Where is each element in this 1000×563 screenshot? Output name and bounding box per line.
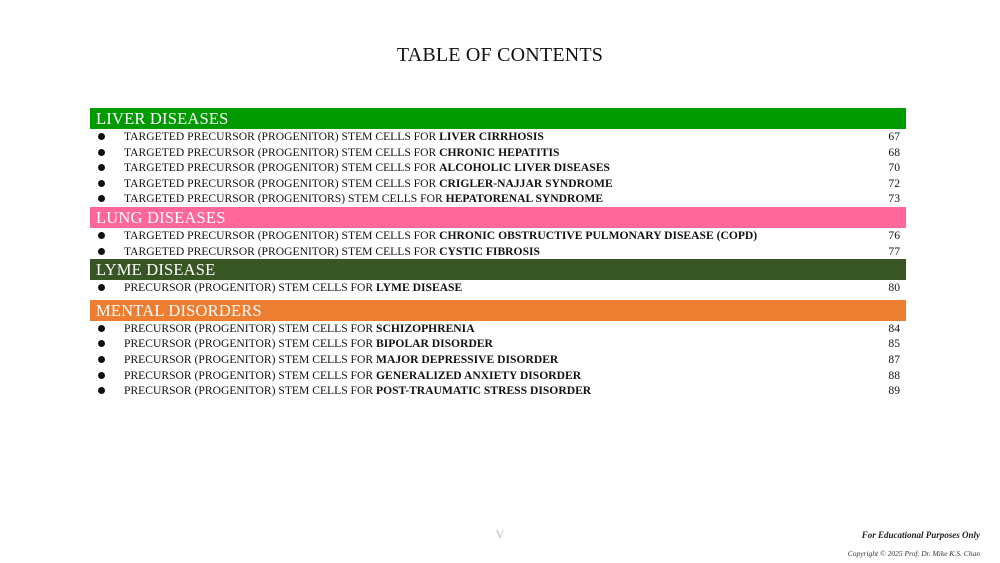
toc-entry[interactable] — [90, 383, 906, 399]
entry-page-number: 85 — [888, 337, 900, 351]
bullet-icon — [98, 248, 105, 255]
bullet-icon — [98, 149, 105, 156]
entry-page-number: 80 — [888, 281, 900, 295]
entry-page-number: 76 — [888, 228, 900, 242]
entry-page-number: 77 — [888, 244, 900, 258]
toc-entry[interactable] — [90, 244, 906, 260]
page-number: V — [495, 527, 505, 541]
entry-page-number: 73 — [888, 192, 900, 206]
entry-text: PRECURSOR (PROGENITOR) STEM CELLS FOR POST-TRAUMATIC STRESS DISORDER — [124, 384, 592, 398]
toc-entry[interactable] — [90, 145, 906, 161]
entry-text: PRECURSOR (PROGENITOR) STEM CELLS FOR BIPOLAR DISORDER — [124, 337, 493, 351]
bullet-icon — [98, 232, 105, 239]
toc-entry[interactable] — [90, 160, 906, 176]
entry-text: PRECURSOR (PROGENITOR) STEM CELLS FOR LYME DISEASE — [124, 281, 463, 295]
bullet-icon — [98, 195, 105, 202]
entry-text: TARGETED PRECURSOR (PROGENITOR) STEM CELLS FOR LIVER CIRRHOSIS — [124, 130, 544, 143]
entry-text: PRECURSOR (PROGENITOR) STEM CELLS FOR SCHIZOPHRENIA — [124, 321, 475, 335]
entry-page-number: 87 — [888, 352, 900, 366]
bullet-icon — [98, 164, 105, 171]
bullet-icon — [98, 387, 105, 394]
entry-text: PRECURSOR (PROGENITOR) STEM CELLS FOR GENERALIZED ANXIETY DISORDER — [124, 368, 582, 382]
toc-entry[interactable] — [90, 176, 906, 192]
toc-entry[interactable] — [90, 336, 906, 352]
bullet-icon — [98, 180, 105, 187]
bullet-icon — [98, 133, 105, 140]
entry-page-number: 70 — [888, 161, 900, 175]
entry-text: TARGETED PRECURSOR (PROGENITOR) STEM CELLS FOR CYSTIC FIBROSIS — [124, 244, 540, 258]
copyright-notice: Copyright © 2025 Prof. Dr. Mike K.S. Chan — [847, 549, 980, 558]
section-header-liver: LIVER DISEASES — [90, 108, 906, 129]
bullet-icon — [98, 325, 105, 332]
toc-entry[interactable] — [90, 280, 906, 296]
entry-page-number: 88 — [888, 368, 900, 382]
section-header-lyme: LYME DISEASE — [90, 259, 906, 280]
toc-entry[interactable] — [90, 129, 906, 145]
toc-entry[interactable] — [90, 321, 906, 337]
bullet-icon — [98, 356, 105, 363]
section-header-mental: MENTAL DISORDERS — [90, 300, 906, 321]
bullet-icon — [98, 284, 105, 291]
page-title: TABLE OF CONTENTS — [396, 44, 604, 66]
toc-entry[interactable] — [90, 191, 906, 207]
entry-text: TARGETED PRECURSOR (PROGENITOR) STEM CELLS FOR CHRONIC OBSTRUCTIVE PULMONARY DISEASE (COPD) — [124, 228, 758, 242]
entry-text: TARGETED PRECURSOR (PROGENITOR) STEM CELLS FOR CRIGLER-NAJJAR SYNDROME — [124, 176, 613, 190]
entry-text: PRECURSOR (PROGENITOR) STEM CELLS FOR MAJOR DEPRESSIVE DISORDER — [124, 352, 559, 366]
entry-text: TARGETED PRECURSOR (PROGENITOR) STEM CELLS FOR CHRONIC HEPATITIS — [124, 145, 560, 159]
entry-text: TARGETED PRECURSOR (PROGENITORS) STEM CELLS FOR HEPATORENAL SYNDROME — [124, 192, 604, 206]
entry-page-number: 67 — [888, 130, 900, 143]
entry-page-number: 89 — [888, 384, 900, 398]
bullet-icon — [98, 372, 105, 379]
bullet-icon — [98, 340, 105, 347]
section-header-lung: LUNG DISEASES — [90, 207, 906, 228]
table-of-contents — [90, 108, 906, 399]
educational-note: For Educational Purposes Only — [861, 530, 980, 540]
entry-page-number: 72 — [888, 176, 900, 190]
toc-entry[interactable] — [90, 228, 906, 244]
entry-text: TARGETED PRECURSOR (PROGENITOR) STEM CELLS FOR ALCOHOLIC LIVER DISEASES — [124, 161, 610, 175]
toc-entry[interactable] — [90, 352, 906, 368]
entry-page-number: 84 — [888, 321, 900, 335]
entry-page-number: 68 — [888, 145, 900, 159]
toc-entry[interactable] — [90, 368, 906, 384]
